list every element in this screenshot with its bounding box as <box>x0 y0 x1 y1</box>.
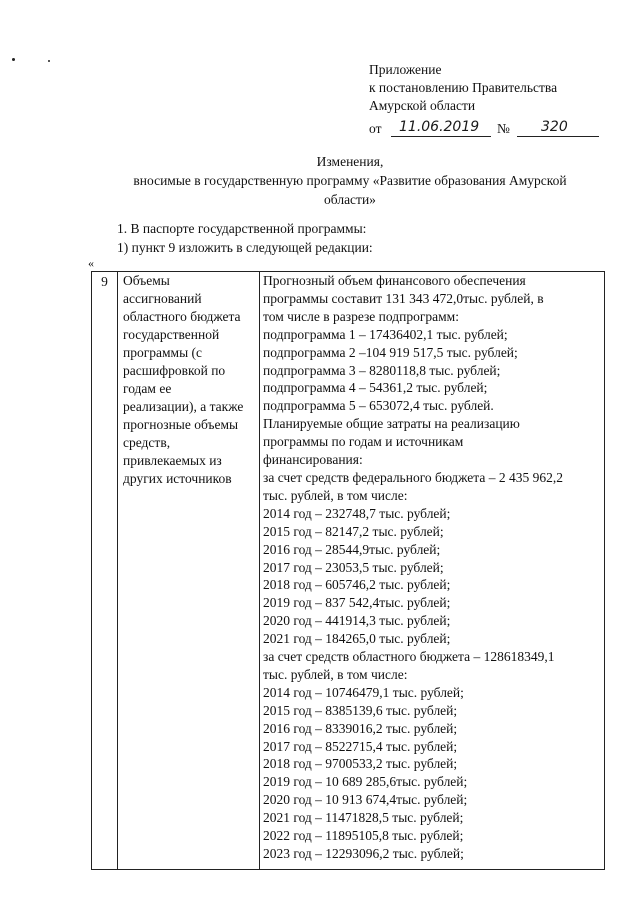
content-line: Прогнозный объем финансового обеспечения <box>263 273 526 288</box>
number-underline <box>517 136 599 137</box>
scan-speck <box>12 58 15 61</box>
param-line: расшифровкой по <box>123 363 226 378</box>
paragraph-2: 1) пункт 9 изложить в следующей редакции: <box>117 240 373 255</box>
param-line: государственной <box>123 327 220 342</box>
param-line: других источников <box>123 471 232 486</box>
content-line: 2018 год – 605746,2 тыс. рублей; <box>263 577 451 593</box>
content-line: 2016 год – 28544,9тыс. рублей; <box>263 541 441 557</box>
content-line: тыс. рублей, в том числе: <box>263 666 408 682</box>
document-heading <box>60 152 640 209</box>
param-line: программы (с <box>123 345 203 360</box>
content-line: подпрограмма 2 –104 919 517,5 тыс. рублей; <box>263 344 518 360</box>
content-line: подпрограмма 5 – 653072,4 тыс. рублей. <box>263 398 494 414</box>
date-prefix: от <box>369 121 382 136</box>
content-line: 2014 год – 10746479,1 тыс. рублей; <box>263 684 464 700</box>
content-line: 2019 год – 837 542,4тыс. рублей; <box>263 595 451 611</box>
opening-quote: « <box>88 256 94 270</box>
handwritten-date: 11.06.2019 <box>399 119 480 135</box>
number-sign: № <box>497 121 510 136</box>
content-line: 2022 год – 11895105,8 тыс. рублей; <box>263 828 464 844</box>
content-line: финансирования: <box>263 452 363 468</box>
heading-line-3: области» <box>324 192 376 207</box>
param-line: средств, <box>123 435 171 450</box>
content-line: за счет средств федерального бюджета – 2 435 962,2 <box>263 469 563 485</box>
param-line: годам ее <box>123 381 172 396</box>
content-line: 2019 год – 10 689 285,6тыс. рублей; <box>263 774 468 790</box>
content-line: 2015 год – 82147,2 тыс. рублей; <box>263 523 444 539</box>
date-underline <box>391 136 491 137</box>
param-line: прогнозные объемы <box>123 417 239 432</box>
content-line: Планируемые общие затраты на реализацию <box>263 416 520 432</box>
param-line: ассигнований <box>123 291 202 306</box>
appendix-block <box>369 61 629 139</box>
content-line: 2021 год – 184265,0 тыс. рублей; <box>263 631 451 647</box>
heading-line-2: вносимые в государственную программу «Развитие образования Амурской <box>133 173 567 188</box>
content-cell <box>260 272 605 870</box>
param-line: привлекаемых из <box>123 453 222 468</box>
content-line: 2015 год – 8385139,6 тыс. рублей; <box>263 702 458 718</box>
passport-table <box>91 271 605 870</box>
param-line: реализации), а также <box>123 399 244 414</box>
content-line: тыс. рублей, в том числе: <box>263 487 408 503</box>
content-line: 2023 год – 12293096,2 тыс. рублей; <box>263 846 464 861</box>
param-line: Объемы <box>123 273 170 288</box>
appendix-line-2: к постановлению Правительства <box>369 80 558 95</box>
appendix-title: Приложение <box>369 62 442 77</box>
content-line: 2020 год – 441914,3 тыс. рублей; <box>263 613 451 629</box>
date-number-line <box>369 117 629 139</box>
content-line: 2017 год – 8522715,4 тыс. рублей; <box>263 738 458 754</box>
paragraph-1: 1. В паспорте государственной программы: <box>117 221 367 236</box>
heading-line-1: Изменения, <box>316 154 384 169</box>
content-line: том числе в разрезе подпрограмм: <box>263 308 459 324</box>
param-line: областного бюджета <box>123 309 241 324</box>
parameter-cell <box>118 272 260 870</box>
content-line: 2014 год – 232748,7 тыс. рублей; <box>263 505 451 521</box>
content-line: 2020 год – 10 913 674,4тыс. рублей; <box>263 792 468 808</box>
content-line: за счет средств областного бюджета – 128618349,1 <box>263 649 555 665</box>
content-line: 2017 год – 23053,5 тыс. рублей; <box>263 559 444 575</box>
content-line: 2016 год – 8339016,2 тыс. рублей; <box>263 720 458 736</box>
table-row <box>92 272 605 870</box>
scan-speck <box>48 60 50 62</box>
appendix-line-3: Амурской области <box>369 98 476 113</box>
row-number-cell: 9 <box>92 272 118 870</box>
content-line: подпрограмма 4 – 54361,2 тыс. рублей; <box>263 380 488 396</box>
content-line: подпрограмма 1 – 17436402,1 тыс. рублей; <box>263 326 508 342</box>
content-line: 2018 год – 9700533,2 тыс. рублей; <box>263 756 458 772</box>
content-line: 2021 год – 11471828,5 тыс. рублей; <box>263 810 464 826</box>
content-line: подпрограмма 3 – 8280118,8 тыс. рублей; <box>263 362 501 378</box>
content-line: программы составит 131 343 472,0тыс. рублей, в <box>263 290 544 306</box>
handwritten-number: 320 <box>541 119 568 135</box>
cell-bottom-spacer <box>260 863 604 869</box>
content-line: программы по годам и источникам <box>263 434 464 450</box>
